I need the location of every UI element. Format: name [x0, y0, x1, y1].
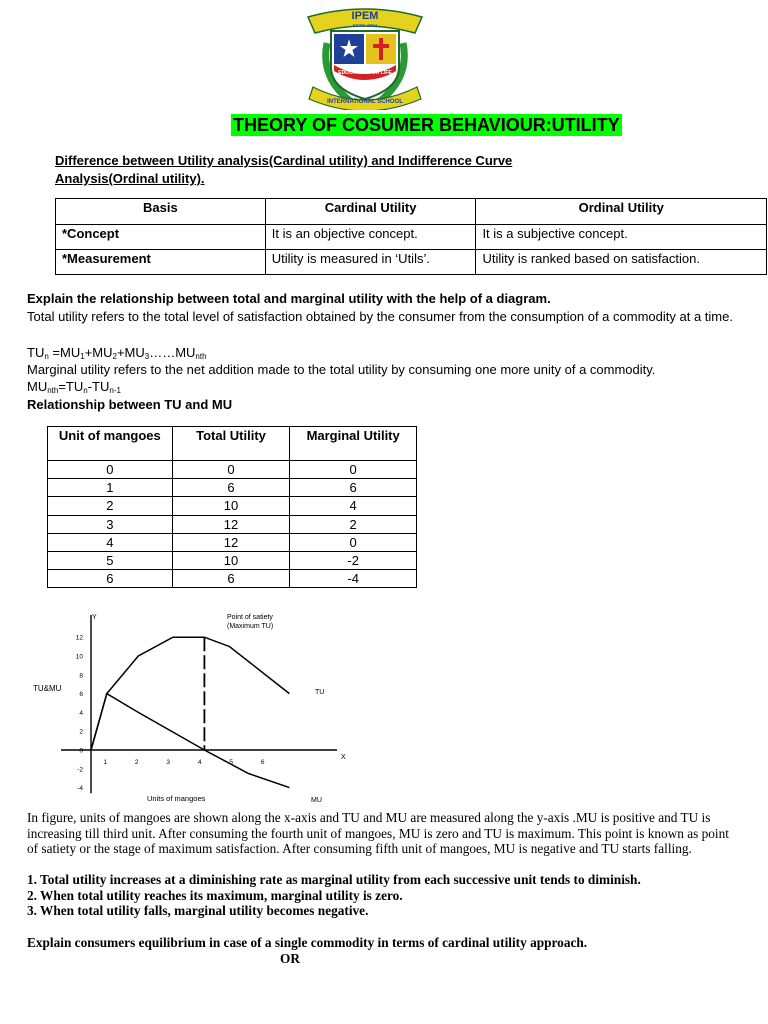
- formula-part: =TU: [58, 379, 84, 394]
- mu-definition: Marginal utility refers to the net addition made to the total utility by consuming one more unity of a commodity.: [27, 362, 656, 377]
- y-tick-label: -4: [77, 785, 83, 793]
- formula-sub: n: [44, 352, 49, 361]
- header-total-utility: Total Utility: [172, 427, 290, 461]
- table-cell: 0: [172, 461, 290, 479]
- header-marginal-utility: Marginal Utility: [290, 427, 417, 461]
- explanation-paragraph: In figure, units of mangoes are shown along the x-axis and TU and MU are measured along the y-axis .MU is positive and TU is increasing till third unit. After consuming the fourth unit of mangoes, MU is zero and TU is maximum. This point is known as point of satiety or the stage of maximum satisfaction. After consuming fifth unit of mangoes, MU is negative and TU starts falling.: [27, 810, 729, 857]
- formula-sub: nth: [195, 352, 207, 361]
- logo-motto: EDUCATING FOR LIFE: [338, 70, 392, 76]
- header-units: Unit of mangoes: [48, 427, 173, 461]
- chart-series: [91, 637, 289, 787]
- table-row: [48, 533, 417, 551]
- formula-sub: n-1: [109, 386, 121, 395]
- y-tick-label: 2: [79, 728, 83, 736]
- formula-sub: 1: [80, 352, 85, 361]
- header-cardinal: Cardinal Utility: [265, 199, 476, 225]
- table-cell: 4: [48, 533, 173, 551]
- table-cell: 2: [290, 515, 417, 533]
- y-tick-label: 4: [79, 709, 83, 717]
- x-tick-label: 1: [103, 759, 107, 766]
- x-tick-label: 5: [229, 759, 233, 766]
- page-title: THEORY OF COSUMER BEHAVIOUR:UTILITY: [233, 115, 620, 135]
- question-equilibrium: Explain consumers equilibrium in case of a single commodity in terms of cardinal utility approach.: [27, 935, 588, 950]
- mu-series-label: MU: [311, 797, 322, 804]
- y-tick-label: 12: [75, 634, 83, 642]
- table-cell: -4: [290, 570, 417, 588]
- header-basis: Basis: [56, 199, 266, 225]
- mu-curve: [91, 694, 289, 788]
- formula-part: +MU: [116, 345, 145, 360]
- formula-sub: 3: [144, 352, 150, 361]
- formula-part: -TU: [87, 379, 110, 394]
- chart-ticks: [76, 635, 265, 792]
- table-header-row: [56, 199, 767, 225]
- table-row: [56, 250, 767, 275]
- y-tick-label: -2: [77, 766, 83, 774]
- table-row: [48, 551, 417, 569]
- tu-mu-chart: [25, 605, 365, 805]
- satiety-annotation-line2: (Maximum TU): [227, 623, 274, 630]
- formula-tu: [27, 344, 757, 362]
- y-axis-label: TU&MU: [33, 684, 62, 693]
- table-cell: Utility is measured in ‘Utils’.: [265, 250, 476, 275]
- comparison-heading-line1: Difference between Utility analysis(Cardinal utility) and Indifference Curve: [55, 153, 513, 168]
- header-ordinal: Ordinal Utility: [476, 199, 767, 225]
- question-tu-mu: Explain the relationship between total and marginal utility with the help of a diagram.: [27, 291, 551, 306]
- y-tick-label: 0: [79, 747, 83, 755]
- table-cell: 6: [172, 570, 290, 588]
- table-row: [48, 497, 417, 515]
- table-cell: It is a subjective concept.: [476, 225, 767, 250]
- y-tick-label: 8: [79, 672, 83, 680]
- point-3: 3. When total utility falls, marginal utility becomes negative.: [27, 903, 369, 918]
- formula-part: MU: [27, 379, 48, 394]
- table-cell: 1: [48, 479, 173, 497]
- x-tick-label: 6: [260, 759, 265, 766]
- logo-top-text: IPEM: [351, 10, 379, 22]
- table-cell: 12: [172, 515, 290, 533]
- formula-part: =MU: [48, 345, 81, 360]
- table-cell: 6: [48, 570, 173, 588]
- table-cell: 6: [172, 479, 290, 497]
- comparison-heading-line2: Analysis(Ordinal utility): [55, 171, 201, 186]
- x-axis-letter: X: [341, 754, 346, 761]
- formula-part: TU: [27, 345, 45, 360]
- y-tick-label: 10: [75, 653, 83, 661]
- school-logo: [305, 5, 425, 110]
- point-1: 1. Total utility increases at a diminishing rate as marginal utility from each successive unit tends to diminish.: [27, 872, 641, 887]
- table-cell: *Concept: [56, 225, 266, 250]
- formula-sub: nth: [47, 386, 59, 395]
- logo-bottom-text: INTERNATIONAL SCHOOL: [327, 99, 403, 105]
- utility-table: [47, 426, 417, 588]
- chart-axes: [61, 615, 337, 793]
- table-cell: Utility is ranked based on satisfaction.: [476, 250, 767, 275]
- formula-part: +MU: [84, 345, 113, 360]
- formula-sub: 2: [112, 352, 117, 361]
- or-text: OR: [280, 951, 300, 966]
- table-cell: 0: [48, 461, 173, 479]
- x-tick-label: 2: [134, 759, 139, 766]
- logo-estd-text: ESTD. 2004: [352, 23, 378, 28]
- x-tick-label: 3: [166, 759, 170, 766]
- table-cell: 0: [290, 533, 417, 551]
- x-axis-label: Units of mangoes: [147, 794, 206, 803]
- table-cell: 5: [48, 551, 173, 569]
- tu-definition: Total utility refers to the total level of satisfaction obtained by the consumer from the consumption of a commodity at a time.: [27, 309, 733, 324]
- table-cell: 10: [172, 551, 290, 569]
- tu-series-label: TU: [315, 689, 325, 696]
- formula-part: ……MU: [149, 345, 196, 360]
- table-cell: 12: [172, 533, 290, 551]
- table-row: [48, 515, 417, 533]
- satiety-annotation-line1: Point of satiety: [227, 614, 273, 621]
- table-cell: 4: [290, 497, 417, 515]
- table-cell: 2: [48, 497, 173, 515]
- table-cell: 0: [290, 461, 417, 479]
- table-row: [48, 461, 417, 479]
- relationship-heading: Relationship between TU and MU: [27, 397, 233, 412]
- table-cell: *Measurement: [56, 250, 266, 275]
- y-tick-label: 6: [79, 691, 83, 699]
- table-cell: -2: [290, 551, 417, 569]
- point-2: 2. When total utility reaches its maximum, marginal utility is zero.: [27, 888, 403, 903]
- table-row: [48, 479, 417, 497]
- table-cell: 3: [48, 515, 173, 533]
- formula-sub: n: [83, 386, 88, 395]
- table-cell: 6: [290, 479, 417, 497]
- comparison-table: [55, 198, 767, 275]
- table-cell: 10: [172, 497, 290, 515]
- formula-mu: [27, 378, 757, 396]
- comparison-heading-period: .: [200, 171, 205, 186]
- table-row: [48, 570, 417, 588]
- table-header-row: [48, 427, 417, 461]
- x-tick-label: 4: [197, 759, 202, 766]
- comparison-heading: [55, 152, 615, 188]
- y-axis-letter: Y: [92, 614, 97, 621]
- tu-curve: [91, 637, 289, 750]
- table-row: [56, 225, 767, 250]
- table-cell: It is an objective concept.: [265, 225, 476, 250]
